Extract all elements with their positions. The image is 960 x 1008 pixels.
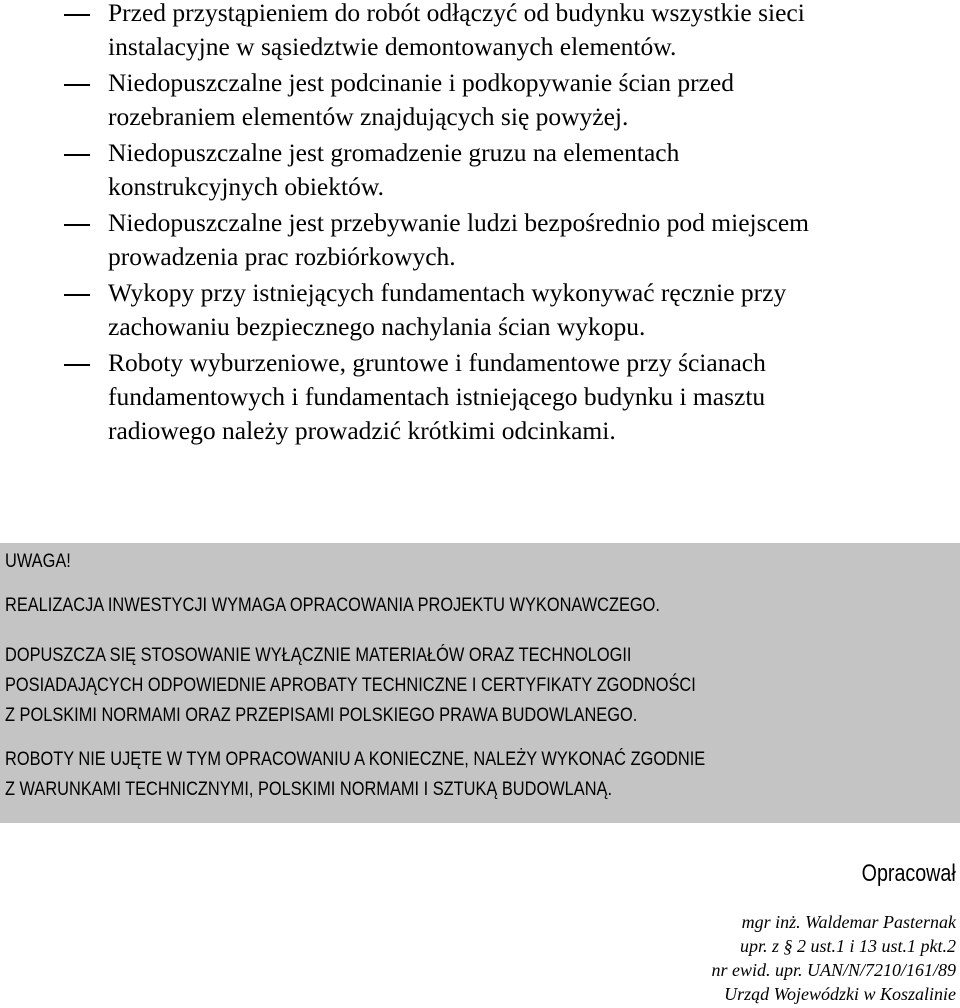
notice-line: Z WARUNKAMI TECHNICZNYMI, POLSKIMI NORMAMI I SZTUKĄ BUDOWLANĄ. [5, 778, 613, 800]
list-item-text [108, 346, 956, 448]
text-line: fundamentowych i fundamentach istniejącego budynku i masztu [108, 382, 766, 411]
dash-bullet-icon [64, 154, 90, 156]
dash-bullet-icon [64, 14, 90, 16]
notice-line: Z POLSKIMI NORMAMI ORAZ PRZEPISAMI POLSKIEGO PRAWA BUDOWLANEGO. [5, 704, 638, 726]
text-line: konstrukcyjnych obiektów. [108, 172, 384, 201]
dash-bullet-icon [64, 294, 90, 296]
list-item-text [108, 206, 956, 274]
text-line: prowadzenia prac rozbiórkowych. [108, 242, 456, 271]
text-line: Niedopuszczalne jest gromadzenie gruzu na elementach [108, 138, 680, 167]
list-item-text [108, 136, 956, 204]
dash-bullet-icon [64, 364, 90, 366]
text-line: Roboty wyburzeniowe, gruntowe i fundamentowe przy ścianach [108, 348, 766, 377]
list-item-text [108, 0, 956, 64]
text-line: Wykopy przy istniejących fundamentach wykonywać ręcznie przy [108, 278, 787, 307]
author-permit: upr. z § 2 ust.1 i 13 ust.1 pkt.2 [739, 936, 956, 956]
issuing-office: Urząd Wojewódzki w Koszalinie [724, 984, 956, 1004]
notice-line: DOPUSZCZA SIĘ STOSOWANIE WYŁĄCZNIE MATERIAŁÓW ORAZ TECHNOLOGII [5, 644, 632, 666]
author-name: mgr inż. Waldemar Pasternak [741, 912, 956, 932]
notice-line: ROBOTY NIE UJĘTE W TYM OPRACOWANIU A KONIECZNE, NALEŻY WYKONAĆ ZGODNIE [5, 748, 706, 770]
text-line: radiowego należy prowadzić krótkimi odcinkami. [108, 416, 616, 445]
notice-line: POSIADAJĄCYCH ODPOWIEDNIE APROBATY TECHNICZNE I CERTYFIKATY ZGODNOŚCI [5, 674, 696, 696]
notice-box [0, 543, 960, 823]
list-item-text [108, 276, 956, 344]
text-line: instalacyjne w sąsiedztwie demontowanych elementów. [108, 32, 677, 61]
text-line: zachowaniu bezpiecznego nachylania ścian wykopu. [108, 312, 646, 341]
text-line: Niedopuszczalne jest przebywanie ludzi bezpośrednio pod miejscem [108, 208, 810, 237]
text-line: Przed przystąpieniem do robót odłączyć od budynku wszystkie sieci [108, 0, 805, 27]
text-line: rozebraniem elementów znajdujących się powyżej. [108, 102, 629, 131]
list-item-text [108, 66, 956, 134]
dash-bullet-icon [64, 84, 90, 86]
author-registry-number: nr ewid. upr. UAN/N/7210/161/89 [711, 960, 956, 980]
dash-bullet-icon [64, 224, 90, 226]
notice-line: REALIZACJA INWESTYCJI WYMAGA OPRACOWANIA PROJEKTU WYKONAWCZEGO. [5, 594, 660, 616]
text-line: Niedopuszczalne jest podcinanie i podkopywanie ścian przed [108, 68, 734, 97]
signature-title: Opracował [861, 860, 956, 887]
notice-heading: UWAGA! [5, 550, 71, 572]
